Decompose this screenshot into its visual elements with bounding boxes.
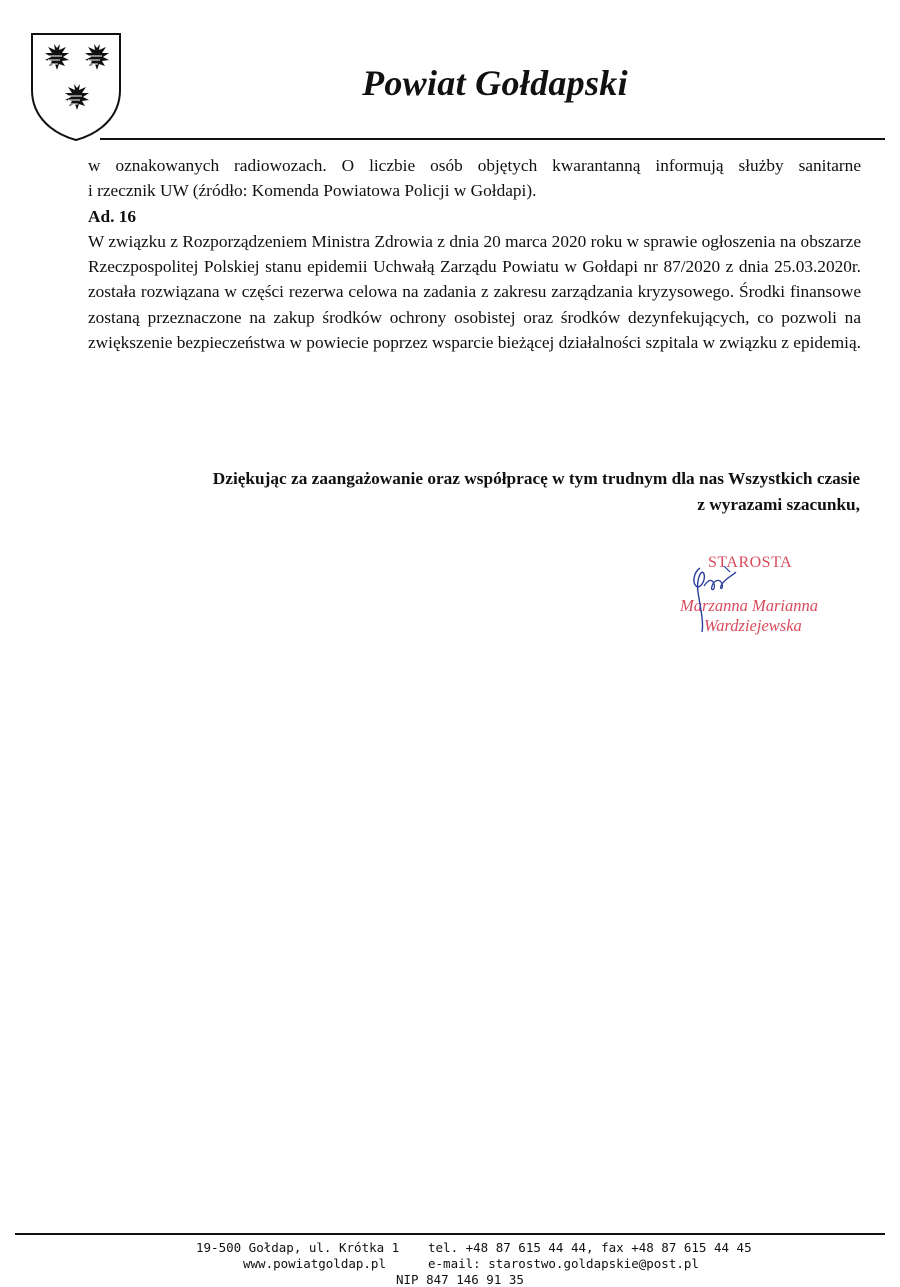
footer-divider bbox=[15, 1233, 885, 1235]
footer-address-block bbox=[196, 1240, 400, 1272]
footer-website: www.powiatgoldap.pl bbox=[243, 1256, 386, 1271]
stamp-surname: Wardziejewska bbox=[704, 616, 802, 635]
closing-block bbox=[213, 466, 860, 517]
section-heading: Ad. 16 bbox=[88, 206, 137, 226]
document-title: Powiat Gołdapski bbox=[362, 63, 628, 103]
closing-line: Dziękując za zaangażowanie oraz współpracę w tym trudnym dla nas Wszystkich czasie bbox=[212, 469, 860, 488]
document-body bbox=[88, 153, 861, 355]
paragraph-line: w oznakowanych radiowozach. O liczbie osób objętych kwarantanną informują służby sanitarne bbox=[88, 156, 861, 175]
paragraph: W związku z Rozporządzeniem Ministra Zdrowia z dnia 20 marca 2020 roku w sprawie ogłoszenia na obszarze Rzeczpospolitej Polskiej stanu epidemii Uchwałą Zarządu Powiatu w Gołdapi nr 87/2020 z dnia 25.03.2020r. została rozwiązana w części rezerwa celowa na zadania z zakresu zarządzania kryzysowego. Środki finansowe zostaną przeznaczone na zakup środków ochrony osobistej oraz środków dezynfekujących, co pozwoli na zwiększenie bezpieczeństwa w powiecie poprzez wsparcie bieżącej działalności szpitala w związku z epidemią. bbox=[88, 231, 861, 353]
footer-contact-block bbox=[428, 1240, 752, 1272]
closing-line: z wyrazami szacunku, bbox=[697, 494, 860, 514]
stamp-name: Marzanna Marianna bbox=[680, 596, 818, 615]
footer-email: e-mail: starostwo.goldapskie@post.pl bbox=[428, 1256, 699, 1271]
footer-address: 19-500 Gołdap, ul. Krótka 1 bbox=[196, 1240, 400, 1255]
footer-nip: NIP 847 146 91 35 bbox=[396, 1272, 524, 1287]
footer-phone-fax: tel. +48 87 615 44 44, fax +48 87 615 44 45 bbox=[428, 1240, 752, 1255]
stamp-title: STAROSTA bbox=[708, 554, 793, 571]
handwritten-signature bbox=[680, 562, 740, 634]
paragraph-line: i rzecznik UW (źródło: Komenda Powiatowa Policji w Gołdapi). bbox=[88, 181, 537, 201]
header-divider bbox=[100, 138, 885, 140]
